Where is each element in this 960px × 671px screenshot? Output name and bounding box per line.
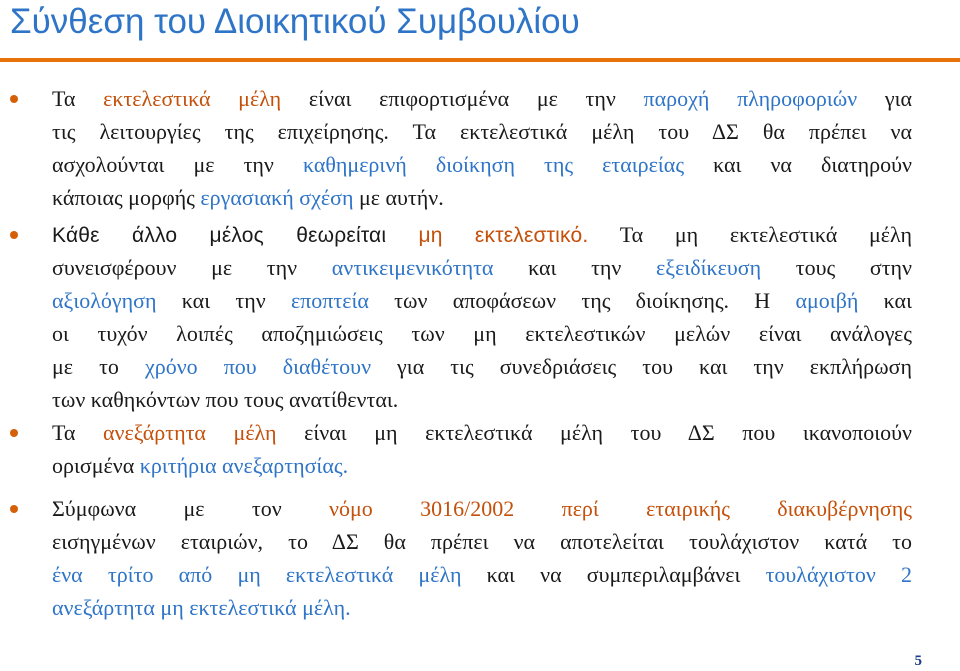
bullet-text-line <box>52 385 398 415</box>
bullet-dot-icon <box>10 505 18 513</box>
text-segment: Σύμφωνα με τον <box>52 496 330 521</box>
highlighted-text: αντικειμενικότητα <box>331 255 494 280</box>
text-segment: τις λειτουργίες της επιχείρησης. Τα εκτελεστικά μέλη του ΔΣ θα πρέπει να <box>52 119 912 144</box>
bullet-text-line <box>52 527 912 557</box>
highlighted-text: εποπτεία <box>290 288 369 313</box>
title-divider <box>0 58 960 62</box>
highlighted-text: νόμο 3016/2002 περί εταιρικής διακυβέρνησης <box>329 496 912 521</box>
text-segment: με το <box>52 354 145 379</box>
bullet-dot-icon <box>10 429 18 437</box>
text-segment: και την <box>493 255 657 280</box>
bullet-dot-icon <box>10 95 18 103</box>
text-segment: τους στην <box>761 255 912 280</box>
page-number: 5 <box>914 653 922 669</box>
highlighted-text: καθημερινή διοίκηση της εταιρείας <box>302 152 685 177</box>
highlighted-text: μη εκτελεστικό. <box>418 224 589 247</box>
text-segment: και <box>858 288 913 313</box>
text-segment: συνεισφέρουν με την <box>52 255 332 280</box>
bullet-text-line <box>52 117 912 147</box>
bullet-text-line <box>52 494 912 524</box>
text-segment: εισηγμένων εταιριών, το ΔΣ θα πρέπει να αποτελείται τουλάχιστον κατά το <box>52 529 912 554</box>
text-segment: και την <box>156 288 291 313</box>
bullet-text-line <box>52 84 912 114</box>
bullet-text-line <box>52 150 912 180</box>
text-segment: Τα <box>52 86 104 111</box>
highlighted-text: εξειδίκευση <box>656 255 762 280</box>
bullet-text-line <box>52 286 912 316</box>
highlighted-text: εκτελεστικά μέλη <box>103 86 282 111</box>
text-segment: και να συμπεριλαμβάνει <box>461 562 766 587</box>
text-segment: ασχολούνται με την <box>52 152 303 177</box>
highlighted-text: χρόνο που διαθέτουν <box>144 354 372 379</box>
bullet-text-line <box>52 220 912 250</box>
bullet-text-line <box>52 451 348 481</box>
text-segment: είναι μη εκτελεστικά μέλη του ΔΣ που ικανοποιούν <box>276 420 912 445</box>
highlighted-text: παροχή πληροφοριών <box>643 86 858 111</box>
text-segment: οι τυχόν λοιπές αποζημιώσεις των μη εκτελεστικών μελών είναι ανάλογες <box>52 321 912 346</box>
bullet-text-line <box>52 183 444 213</box>
text-segment: με αυτήν. <box>353 185 444 210</box>
page-title: Σύνθεση του Διοικητικού Συμβουλίου <box>10 2 580 41</box>
text-segment: των καθηκόντων που τους ανατίθενται. <box>52 387 399 412</box>
bullet-text-line <box>52 593 351 623</box>
highlighted-text: κριτήρια ανεξαρτησίας. <box>139 453 349 478</box>
bullet-text-line <box>52 560 912 590</box>
text-segment: για τις συνεδριάσεις του και την εκπλήρωση <box>371 354 912 379</box>
highlighted-text: ένα τρίτο από μη εκτελεστικά μέλη <box>52 562 462 587</box>
bullet-text-line <box>52 253 912 283</box>
bullet-text-line <box>52 319 912 349</box>
text-segment: των αποφάσεων της διοίκησης. Η <box>368 288 796 313</box>
highlighted-text: ανεξάρτητα μη εκτελεστικά μέλη. <box>52 595 351 620</box>
text-segment: ορισμένα <box>52 453 140 478</box>
bullet-text-line <box>52 418 912 448</box>
highlighted-text: εργασιακή σχέση <box>200 185 354 210</box>
bullet-dot-icon <box>10 231 18 239</box>
text-segment: Τα <box>52 420 104 445</box>
text-segment: Τα μη εκτελεστικά μέλη <box>588 222 912 247</box>
text-segment: κάποιας μορφής <box>52 185 201 210</box>
text-segment: και να διατηρούν <box>684 152 912 177</box>
highlighted-text: αμοιβή <box>795 288 859 313</box>
highlighted-text: ανεξάρτητα μέλη <box>103 420 277 445</box>
highlighted-text: τουλάχιστον 2 <box>765 562 912 587</box>
text-segment: είναι επιφορτισμένα με την <box>281 86 644 111</box>
highlighted-text: αξιολόγηση <box>52 288 157 313</box>
text-segment: Κάθε άλλο μέλος θεωρείται <box>52 224 419 247</box>
bullet-text-line <box>52 352 912 382</box>
text-segment: για <box>857 86 913 111</box>
